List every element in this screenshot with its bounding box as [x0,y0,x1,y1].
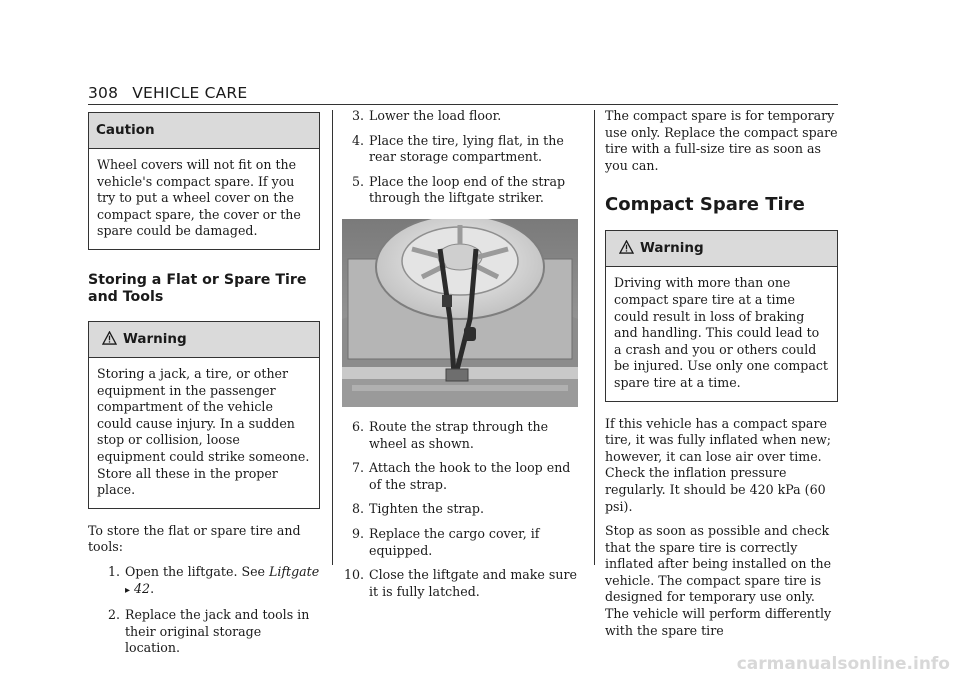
caution-box [88,112,320,250]
step-text: Replace the cargo cover, if equipped. [369,525,540,558]
step-number: 10. [343,567,364,583]
step-item [98,564,320,599]
ref-page[interactable]: 42 [134,580,151,596]
step-text: Route the strap through the wheel as shown. [369,418,549,451]
warning-text: Driving with more than one compact spare tire at a time could result in loss of braking and handling. This could lead to a crash and you or others could be injured. Use only one compact spare tire at a time. [614,275,828,390]
step-text: Place the loop end of the strap through the liftgate striker. [369,173,566,206]
step-number: 3. [351,108,364,123]
warning-text: Storing a jack, a tire, or other equipment in the passenger compartment of the vehicle could cause injury. In a sudden stop or collision, loose equipment could strike someone. Store all these in the proper place. [97,365,310,498]
step-item [342,419,580,452]
step-item [342,501,580,518]
caution-title: Caution [89,113,319,149]
warning-header [89,322,319,358]
step-text: Place the tire, lying flat, in the rear storage compartment. [369,132,564,165]
storing-heading: Storing a Flat or Spare Tire and Tools [88,271,307,305]
step-number: 8. [351,501,364,517]
step-item [342,460,580,493]
compact-spare-heading: Compact Spare Tire [605,194,805,216]
step-text: Attach the hook to the loop end of the strap. [369,460,571,492]
step-number: 1. [107,563,120,579]
spare-warning-box [605,230,838,401]
warning-title: Warning [640,240,704,257]
column-divider-1 [332,110,333,565]
page-reference-arrow-icon: ▸ [125,584,131,596]
step-text: Tighten the strap. [369,501,484,517]
warning-box [88,321,320,509]
step-number: 9. [351,525,364,541]
storing-steps-2 [342,108,580,207]
step-item [342,108,580,125]
storing-steps-1 [98,564,320,657]
step-text: Lower the load floor. [369,108,502,123]
step-number: 2. [107,607,120,623]
running-header [88,84,247,102]
step-item [98,607,320,657]
warning-triangle-icon [102,331,117,345]
step-item [342,133,580,166]
column-divider-2 [594,110,595,565]
site-watermark: carmanualsonline.info [736,654,950,674]
spare-para-1: If this vehicle has a compact spare tire, it was fully inflated when new; however, it can lose air over time. Check the inflation pressure regularly. It should be 420 kPa (60 psi). [605,415,832,514]
storing-steps-3 [342,419,580,600]
section-name: VEHICLE CARE [132,84,248,102]
step-number: 5. [351,173,364,189]
spare-intro: The compact spare is for temporary use only. Replace the compact spare tire with a full-size tire as soon as you can. [605,108,838,173]
step-text: Close the liftgate and make sure it is fully latched. [369,567,577,599]
step-text: Open the liftgate. See [125,563,269,579]
step-number: 4. [351,132,364,148]
step-text: Replace the jack and tools in their original storage location. [125,607,310,656]
spare-para-2: Stop as soon as possible and check that the spare tire is correctly inflated after being installed on the vehicle. The compact spare tire is designed for temporary use only. The vehicle will perform differently with the spare tire [605,523,832,638]
column-2 [342,108,580,600]
liftgate-link[interactable]: Liftgate [269,563,320,579]
spare-tire-strap-illustration [342,219,578,407]
column-1 [88,108,320,657]
step-item [342,567,580,600]
column-3 [605,108,838,639]
step-number: 7. [351,460,364,476]
warning-header [606,231,837,267]
warning-title: Warning [123,330,187,347]
ref-suffix: . [150,580,155,596]
caution-text: Wheel covers will not fit on the vehicle's compact spare. If you try to put a wheel cover on the compact spare, the cover or the spare could be damaged. [97,157,301,239]
step-item [342,526,580,559]
step-item [342,174,580,207]
step-number: 6. [351,418,364,434]
warning-triangle-icon [619,240,634,254]
page-number: 308 [88,84,119,102]
storing-intro: To store the flat or spare tire and tools: [88,522,301,555]
header-rule [88,104,838,105]
